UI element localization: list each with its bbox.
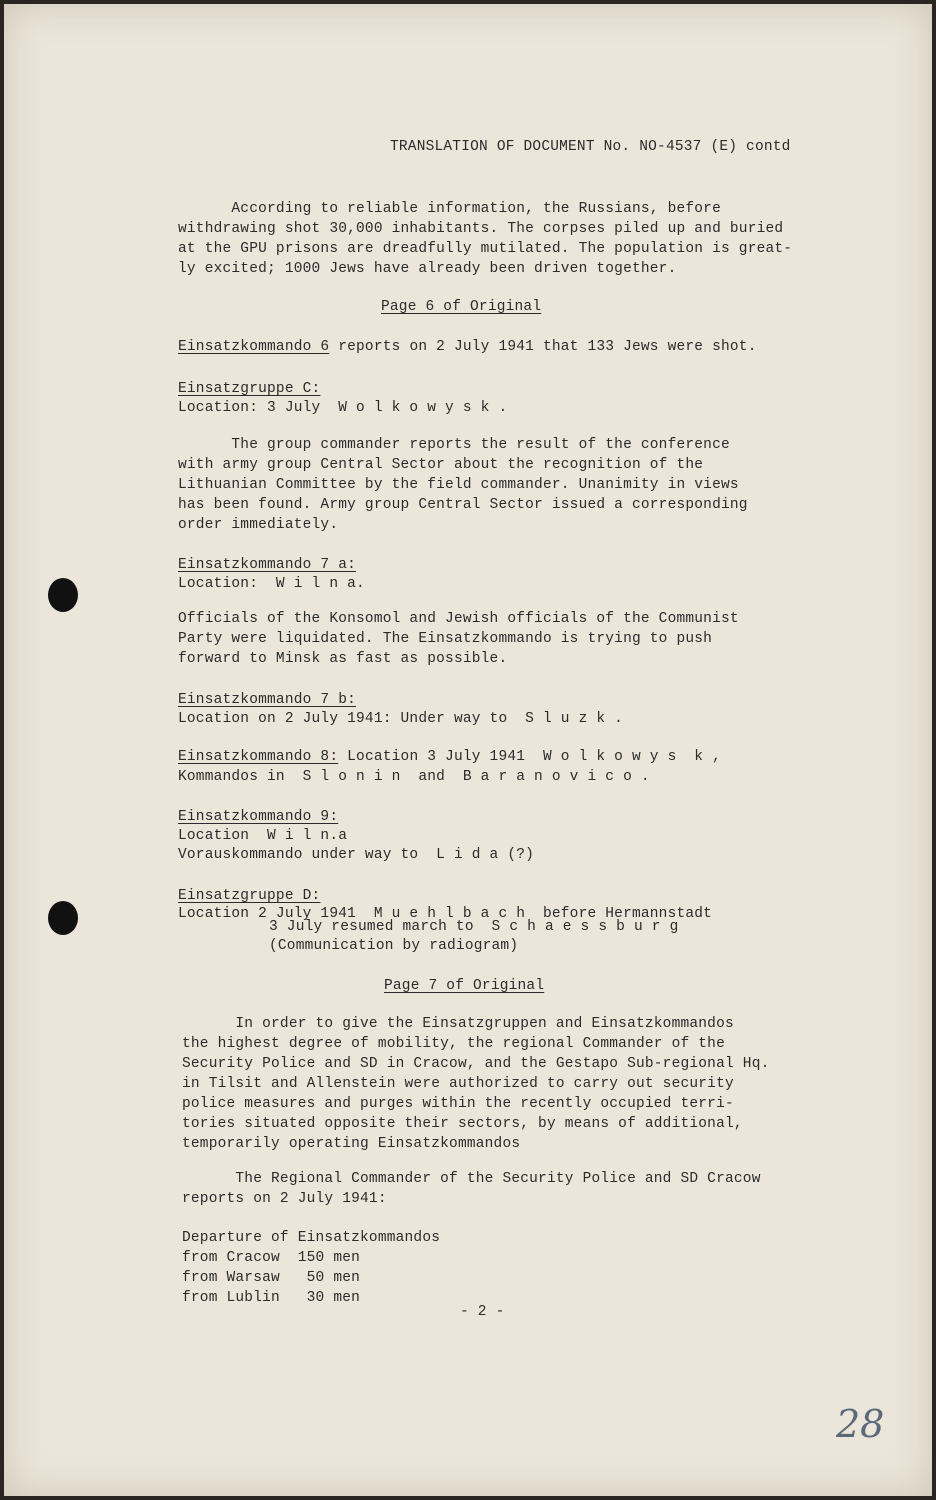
intro-line: withdrawing shot 30,000 inhabitants. The corpses piled up and buried xyxy=(178,221,784,237)
ek8-line xyxy=(178,748,721,768)
ek9-label: Einsatzkommando 9: xyxy=(178,809,339,825)
ek7a-paragraph-line: forward to Minsk as fast as possible. xyxy=(178,651,508,667)
departure-row xyxy=(182,1269,360,1289)
ek7b-label: Einsatzkommando 7 b: xyxy=(178,692,357,708)
egD-communication: (Communication by radiogram) xyxy=(269,938,519,954)
page6-heading: Page 6 of Original xyxy=(381,299,542,315)
departure-count: 150 men xyxy=(297,1250,361,1266)
para7-line: in Tilsit and Allenstein were authorized to carry out security xyxy=(182,1076,734,1092)
departure-row xyxy=(182,1289,360,1309)
para8-line: reports on 2 July 1941: xyxy=(182,1191,387,1207)
ek8-label: Einsatzkommando 8: xyxy=(178,749,339,765)
para7-line: the highest degree of mobility, the regional Commander of the xyxy=(182,1036,725,1052)
intro-line: at the GPU prisons are dreadfully mutilated. The population is great- xyxy=(178,241,793,257)
egC-paragraph-line: has been found. Army group Central Sector issued a corresponding xyxy=(178,497,748,513)
ek6-text: reports on 2 July 1941 that 133 Jews were shot. xyxy=(329,339,757,355)
page7-heading: Page 7 of Original xyxy=(384,978,545,994)
ek9-location: Location W i l n.a xyxy=(178,828,348,844)
punch-hole xyxy=(48,901,78,935)
ek7a-location: Location: W i l n a. xyxy=(178,576,365,592)
intro-line: ly excited; 1000 Jews have already been driven together. xyxy=(178,261,677,277)
egC-location: Location: 3 July W o l k o w y s k . xyxy=(178,400,508,416)
departure-count: 50 men xyxy=(297,1270,361,1286)
para7-line: In order to give the Einsatzgruppen and Einsatzkommandos xyxy=(182,1016,734,1032)
egC-paragraph-line: Lithuanian Committee by the field commander. Unanimity in views xyxy=(178,477,739,493)
departure-from: from Lublin xyxy=(182,1290,280,1306)
departure-row xyxy=(182,1249,360,1269)
punch-hole xyxy=(48,578,78,612)
ek7a-label: Einsatzkommando 7 a: xyxy=(178,557,357,573)
egD-march: 3 July resumed march to S c h a e s s b u r g xyxy=(269,919,679,935)
para8-line: The Regional Commander of the Security Police and SD Cracow xyxy=(182,1171,761,1187)
ek6-line xyxy=(178,338,757,358)
departure-from: from Cracow xyxy=(182,1250,280,1266)
egC-label: Einsatzgruppe C: xyxy=(178,381,321,397)
ek7b-location: Location on 2 July 1941: Under way to S l u z k . xyxy=(178,711,624,727)
page-number: - 2 - xyxy=(460,1304,505,1320)
departure-from: from Warsaw xyxy=(182,1270,280,1286)
egC-paragraph-line: The group commander reports the result of the conference xyxy=(178,437,730,453)
ek7a-paragraph-line: Officials of the Konsomol and Jewish officials of the Communist xyxy=(178,611,739,627)
egD-label: Einsatzgruppe D: xyxy=(178,888,321,904)
intro-line: According to reliable information, the Russians, before xyxy=(178,201,721,217)
ek8-location: Location 3 July 1941 W o l k o w y s k , xyxy=(338,749,721,765)
document-header: TRANSLATION OF DOCUMENT No. NO-4537 (E) contd xyxy=(390,139,791,155)
ek7a-paragraph-line: Party were liquidated. The Einsatzkommando is trying to push xyxy=(178,631,713,647)
para7-line: tories situated opposite their sectors, by means of additional, xyxy=(182,1116,743,1132)
para7-line: Security Police and SD in Cracow, and the Gestapo Sub-regional Hq. xyxy=(182,1056,770,1072)
egC-paragraph-line: order immediately. xyxy=(178,517,339,533)
para7-line: police measures and purges within the recently occupied terri- xyxy=(182,1096,734,1112)
ek6-label: Einsatzkommando 6 xyxy=(178,339,330,355)
handwritten-page-number: 28 xyxy=(836,1402,885,1446)
egD-location: Location 2 July 1941 M u e h l b a c h before Hermannstadt xyxy=(178,906,713,922)
para7-line: temporarily operating Einsatzkommandos xyxy=(182,1136,521,1152)
document-page xyxy=(4,4,932,1496)
departure-count: 30 men xyxy=(297,1290,361,1306)
egC-paragraph-line: with army group Central Sector about the recognition of the xyxy=(178,457,704,473)
ek8-kommandos: Kommandos in S l o n i n and B a r a n o v i c o . xyxy=(178,769,650,785)
ek9-vorauskommando: Vorauskommando under way to L i d a (?) xyxy=(178,847,535,863)
departure-heading: Departure of Einsatzkommandos xyxy=(182,1230,441,1246)
